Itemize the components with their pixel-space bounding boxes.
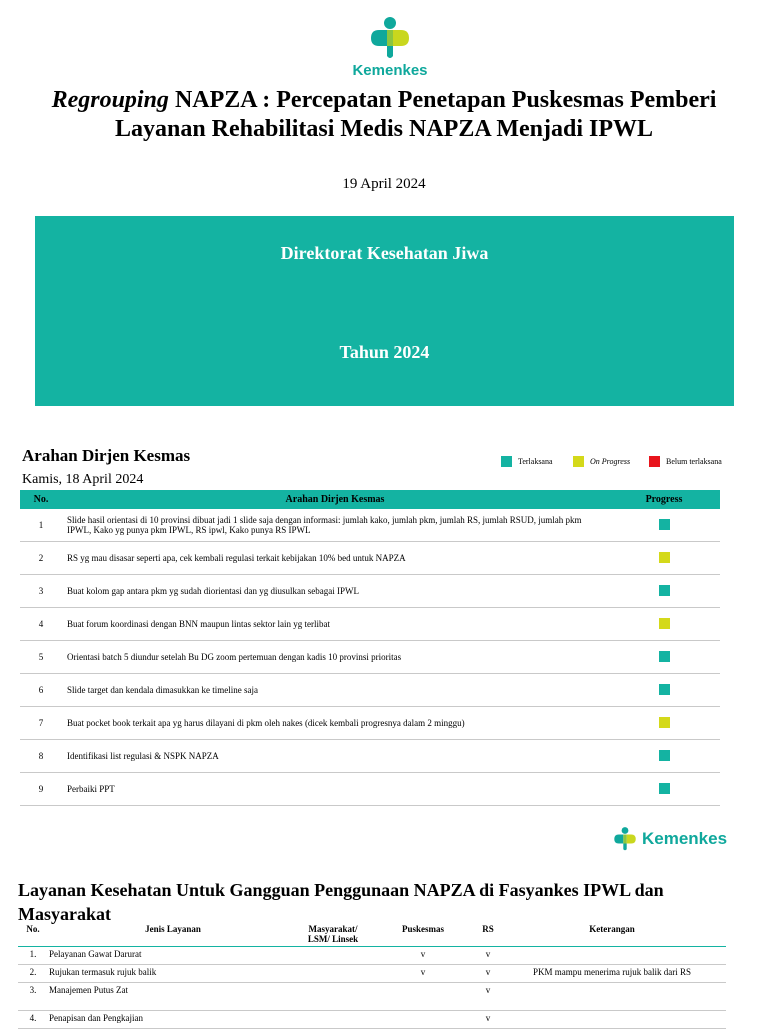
col-header-jenis: Jenis Layanan — [48, 922, 298, 947]
row-arahan: Slide target dan kendala dimasukkan ke timeline saja — [62, 674, 608, 707]
progress-cell — [608, 773, 720, 806]
row-no: 1. — [18, 947, 48, 965]
col-header-puskesmas: Puskesmas — [368, 922, 478, 947]
legend-label: On Progress — [590, 457, 631, 466]
col-header-keterangan: Keterangan — [498, 922, 726, 947]
progress-status-square — [659, 585, 670, 596]
row-no: 1 — [20, 509, 62, 542]
section1-title: Arahan Dirjen Kesmas — [22, 446, 191, 465]
row-puskesmas: v — [368, 965, 478, 983]
section2-title: Layanan Kesehatan Untuk Gangguan Penggunaan NAPZA di Fasyankes IPWL dan Masyarakat — [18, 880, 664, 924]
page-title — [40, 86, 728, 144]
progress-cell — [608, 509, 720, 542]
row-arahan: Buat pocket book terkait apa yg harus dilayani di pkm oleh nakes (dicek kembali progresnya dalam 2 minggu) — [62, 707, 608, 740]
row-no: 7 — [20, 707, 62, 740]
progress-cell — [608, 740, 720, 773]
table-row — [20, 740, 720, 773]
table-row — [20, 542, 720, 575]
row-arahan: Identifikasi list regulasi & NSPK NAPZA — [62, 740, 608, 773]
row-masyarakat — [298, 1011, 368, 1029]
row-rs: v — [478, 983, 498, 1011]
table-row — [18, 965, 726, 983]
progress-cell — [608, 542, 720, 575]
kemenkes-logo-small — [612, 826, 727, 852]
row-puskesmas — [368, 1011, 478, 1029]
layanan-table — [18, 922, 726, 1029]
row-masyarakat — [298, 947, 368, 965]
table-row — [20, 674, 720, 707]
progress-cell — [608, 641, 720, 674]
row-no: 3. — [18, 983, 48, 1011]
arahan-table-body — [20, 509, 720, 806]
col-header-no: No. — [18, 922, 48, 947]
page-date: 19 April 2024 — [342, 176, 426, 192]
kemenkes-logo-icon — [367, 16, 413, 60]
row-keterangan — [498, 1011, 726, 1029]
progress-status-square — [659, 519, 670, 530]
banner-year: Tahun 2024 — [339, 342, 430, 362]
col-header-rs: RS — [478, 922, 498, 947]
legend-swatch — [649, 456, 660, 467]
legend-swatch — [501, 456, 512, 467]
progress-status-square — [659, 717, 670, 728]
progress-cell — [608, 707, 720, 740]
row-arahan: Buat kolom gap antara pkm yg sudah diorientasi dan yg diusulkan sebagai IPWL — [62, 575, 608, 608]
col-header-arahan: Arahan Dirjen Kesmas — [62, 490, 608, 509]
row-keterangan — [498, 947, 726, 965]
legend-item-done — [501, 456, 553, 467]
table-row — [18, 947, 726, 965]
section1-date: Kamis, 18 April 2024 — [22, 472, 144, 487]
row-masyarakat — [298, 965, 368, 983]
row-keterangan: PKM mampu menerima rujuk balik dari RS — [498, 965, 726, 983]
row-jenis: Penapisan dan Pengkajian — [48, 1011, 298, 1029]
row-no: 9 — [20, 773, 62, 806]
row-puskesmas — [368, 983, 478, 1011]
row-arahan: Buat forum koordinasi dengan BNN maupun lintas sektor lain yg terlibat — [62, 608, 608, 641]
row-no: 6 — [20, 674, 62, 707]
table-row — [20, 641, 720, 674]
table-row — [20, 773, 720, 806]
table-row — [20, 575, 720, 608]
legend-item-progress — [573, 456, 630, 467]
legend-label: Belum terlaksana — [666, 457, 722, 466]
table-row — [20, 707, 720, 740]
table-row — [20, 608, 720, 641]
table-row — [20, 509, 720, 542]
kemenkes-logo-icon — [612, 826, 638, 852]
legend-item-not-done — [649, 456, 722, 467]
legend-label: Terlaksana — [518, 457, 553, 466]
table-row — [18, 1011, 726, 1029]
banner-directorate: Direktorat Kesehatan Jiwa — [280, 243, 489, 263]
table-row — [18, 983, 726, 1011]
progress-status-square — [659, 684, 670, 695]
row-jenis: Manajemen Putus Zat — [48, 983, 298, 1011]
row-no: 4. — [18, 1011, 48, 1029]
row-no: 2 — [20, 542, 62, 575]
row-no: 3 — [20, 575, 62, 608]
row-arahan: Slide hasil orientasi di 10 provinsi dibuat jadi 1 slide saja dengan informasi: jumlah kako, jumlah pkm, jumlah RS, jumlah RSUD, jumlah pkm IPWL, Kako yg punya pkm IPWL, RS ipwl, Kako punya RS IPWL — [62, 509, 608, 542]
row-no: 5 — [20, 641, 62, 674]
progress-status-square — [659, 750, 670, 761]
row-masyarakat — [298, 983, 368, 1011]
row-rs: v — [478, 947, 498, 965]
row-jenis: Pelayanan Gawat Darurat — [48, 947, 298, 965]
progress-status-square — [659, 552, 670, 563]
progress-status-square — [659, 651, 670, 662]
kemenkes-logo-text: Kemenkes — [642, 829, 728, 848]
row-keterangan — [498, 983, 726, 1011]
kemenkes-logo-text: Kemenkes — [352, 62, 428, 79]
arahan-table — [20, 490, 720, 806]
banner — [35, 216, 734, 406]
progress-status-square — [659, 618, 670, 629]
row-no: 2. — [18, 965, 48, 983]
title-italic: Regrouping — [51, 87, 169, 113]
row-arahan: Perbaiki PPT — [62, 773, 608, 806]
row-rs: v — [478, 1011, 498, 1029]
row-arahan: Orientasi batch 5 diundur setelah Bu DG zoom pertemuan dengan kadis 10 provinsi prioritas — [62, 641, 608, 674]
col-header-progress: Progress — [608, 490, 720, 509]
legend-swatch — [573, 456, 584, 467]
col-header-no: No. — [20, 490, 62, 509]
progress-status-square — [659, 783, 670, 794]
progress-cell — [608, 575, 720, 608]
kemenkes-logo — [340, 16, 440, 86]
progress-cell — [608, 608, 720, 641]
row-arahan: RS yg mau disasar seperti apa, cek kembali regulasi terkait kebijakan 10% bed untuk NAPZA — [62, 542, 608, 575]
col-header-masyarakat: Masyarakat/ LSM/ Linsek — [298, 922, 368, 947]
layanan-table-body — [18, 947, 726, 1029]
progress-cell — [608, 674, 720, 707]
row-puskesmas: v — [368, 947, 478, 965]
row-no: 8 — [20, 740, 62, 773]
row-jenis: Rujukan termasuk rujuk balik — [48, 965, 298, 983]
title-rest: NAPZA : Percepatan Penetapan Puskesmas Pemberi Layanan Rehabilitasi Medis NAPZA Menjadi IPWL — [114, 87, 717, 142]
row-rs: v — [478, 965, 498, 983]
row-no: 4 — [20, 608, 62, 641]
